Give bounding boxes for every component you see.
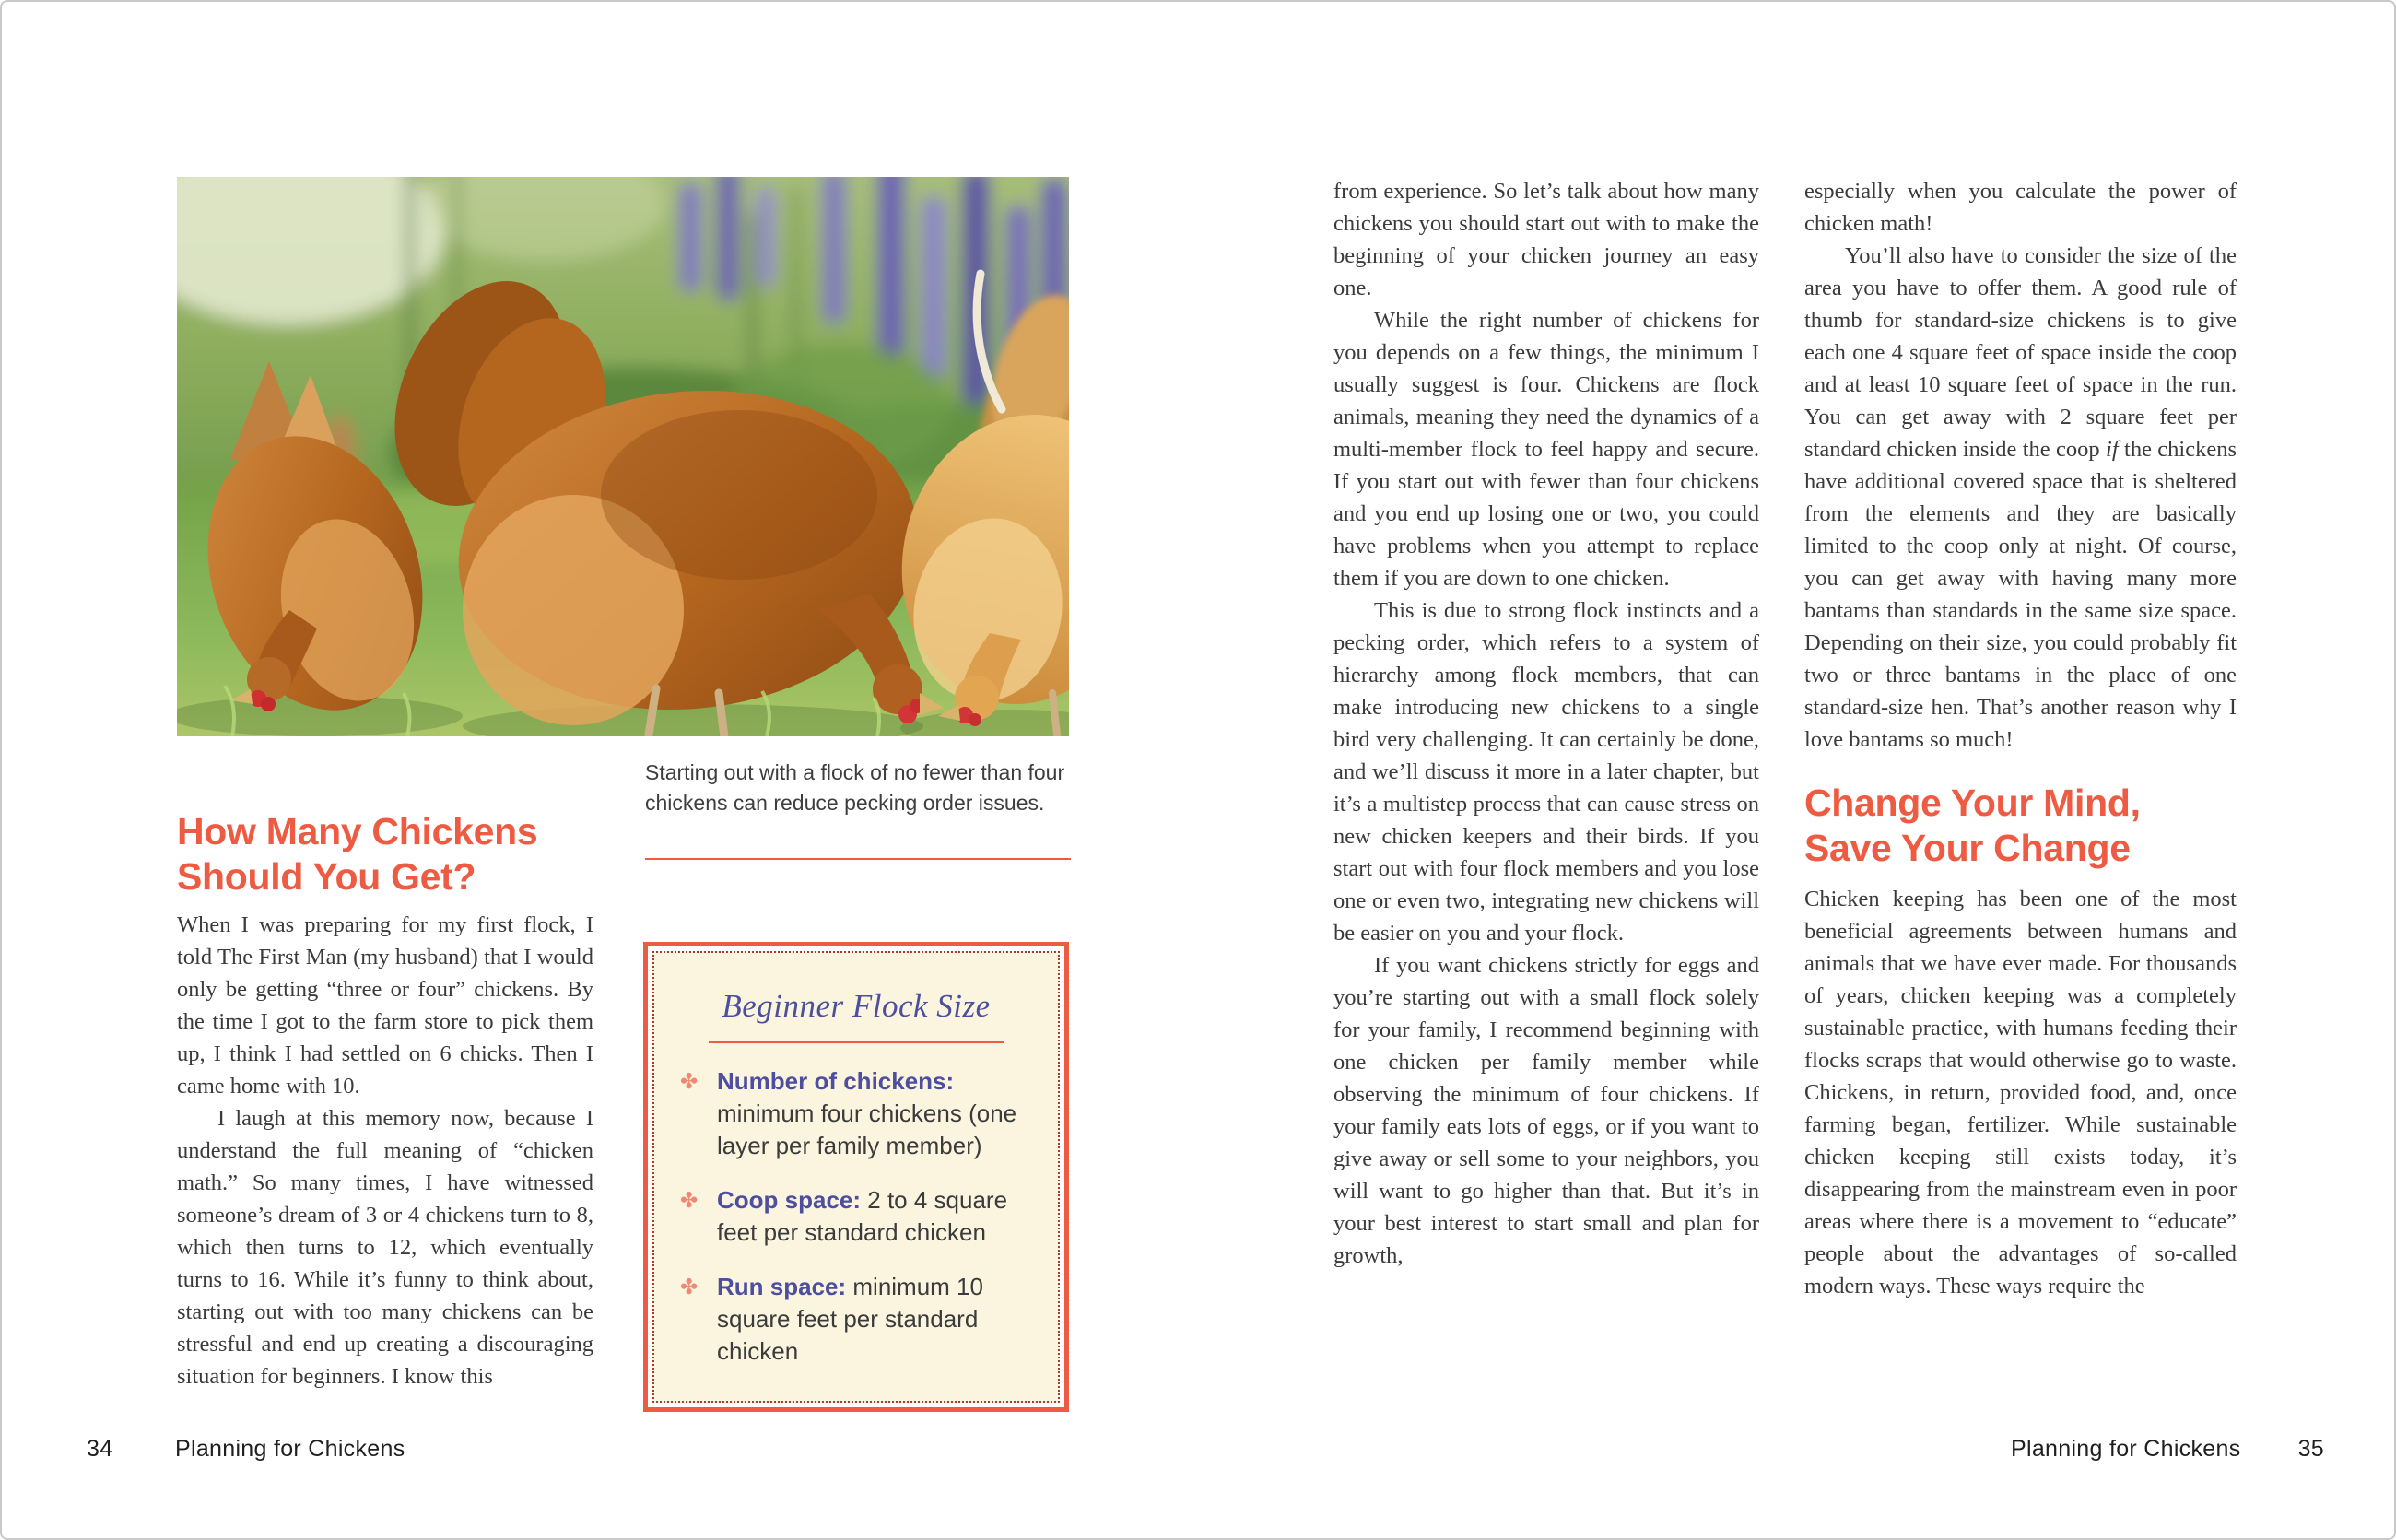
box-item-text: minimum four chickens (one layer per family member) (717, 1099, 1017, 1159)
box-title: Beginner Flock Size (722, 988, 991, 1024)
paragraph: When I was preparing for my first flock, I told The First Man (my husband) that I would only be getting “three or four” chickens. By the time I got to the farm store to pick them up, I think I had settled on 6 chicks. Then I came home with 10. (177, 912, 593, 1099)
right-page-column-1 (1333, 175, 1759, 1272)
box-item-text: 2 to 4 square feet per standard chicken (717, 1186, 1008, 1246)
box-item-text: minimum 10 square feet per standard chicken (717, 1273, 983, 1365)
paragraph: especially when you calculate the power of chicken math! (1804, 179, 2237, 236)
paragraph: Chicken keeping has been one of the most beneficial agreements between humans and animals that we have ever made. For thousands of years, chicken keeping was a completely sustainable practice, with humans feeding their flocks scraps that would otherwise go to waste. Chickens, in return, provided food, and, once farming began, fertilizer. While sustainable chicken keeping still exists today, it’s disappearing from the mainstream even in poor areas where there is a movement to “educate” people about the advantages of so-called modern ways. These ways require the (1804, 887, 2237, 1299)
paragraph: This is due to strong flock instincts and a pecking order, which refers to a system of hierarchy among flock members, that can make introducing new chickens to a single bird very challenging. It can certainly be done, and we’ll discuss it more in a later chapter, but it’s a multistep process that can cause stress on new chicken keepers and their birds. If you start out with four flock members and you lose one or even two, integrating new chickens will be easier on you and your flock. (1333, 598, 1759, 946)
chickens-photo (177, 177, 1069, 736)
paragraph: I laugh at this memory now, because I understand the full meaning of “chicken math.” So many times, I have witnessed someone’s dream of 3 or 4 chickens turn to 8, which then turns to 12, which eventually turns to 16. While it’s funny to think about, starting out with too many chickens can be stressful and end up creating a discouraging situation for beginners. I know this (177, 1106, 593, 1389)
italic-word: if (2106, 437, 2119, 462)
clover-bullet-icon: ✤ (680, 1070, 699, 1094)
section-heading-how-many-chickens: How Many Chickens Should You Get? (177, 810, 538, 898)
box-item-label: Coop space: (717, 1186, 862, 1214)
box-title-divider (709, 1041, 1004, 1043)
box-item-number-of-chickens (680, 1065, 1032, 1162)
page-number: 34 (87, 1436, 113, 1462)
clover-bullet-icon: ✤ (680, 1275, 699, 1299)
running-title: Planning for Chickens (2011, 1436, 2241, 1462)
box-item-label: Number of chickens: (717, 1067, 955, 1095)
right-page-footer (2011, 1436, 2324, 1463)
box-item-coop-space (680, 1184, 1032, 1249)
paragraph-text: You’ll also have to consider the size of the area you have to offer them. A good rule of thumb for standard-size chickens is to give each one 4 square feet of space inside the coop and at least 10 square feet of space in the run. You can get away with 2 square feet per standard chicken inside the coop (1804, 243, 2237, 462)
section-heading-change-your-mind: Change Your Mind, Save Your Change (1804, 782, 2141, 869)
running-title: Planning for Chickens (175, 1436, 405, 1462)
page-number: 35 (2297, 1436, 2324, 1462)
box-item-label: Run space: (717, 1273, 847, 1300)
right-page-column-2 (1804, 175, 2237, 1302)
beginner-flock-size-box (643, 942, 1069, 1412)
photo-caption: Starting out with a flock of no fewer than four chickens can reduce pecking order issues. (645, 760, 1065, 815)
paragraph: While the right number of chickens for you depends on a few things, the minimum I usually suggest is four. Chickens are flock animals, meaning they need the dynamics of a multi-member flock to feel happy and secure. If you start out with fewer than four chickens and you end up losing one or two, you could have problems when you attempt to replace them if you are down to one chicken. (1333, 308, 1759, 591)
paragraph: If you want chickens strictly for eggs and you’re starting out with a small flock solely for your family, I recommend beginning with one chicken per family member while observing the minimum of four chickens. If your family eats lots of eggs, or if you want to give away or sell some to your neighbors, you will want to go higher than that. But it’s in your best interest to start small and plan for growth, (1333, 953, 1759, 1268)
paragraph-text: the chickens have additional covered space that is sheltered from the elements and they are basically limited to the coop only at night. Of course, you can get away with having many more bantams than standards in the same size space. Depending on their size, you could probably fit two or three bantams in the place of one standard-size hen. That’s another reason why I love bantams so much! (1804, 437, 2237, 752)
box-item-run-space (680, 1271, 1032, 1368)
beginner-flock-size-box-inner (652, 951, 1060, 1403)
chickens-photo-illustration (177, 177, 1069, 736)
paragraph (1804, 240, 2237, 756)
left-page-text-column (177, 909, 593, 1393)
left-page-footer (87, 1436, 640, 1463)
clover-bullet-icon: ✤ (680, 1189, 699, 1213)
paragraph: from experience. So let’s talk about how many chickens you should start out with to make the beginning of your chicken journey an easy one. (1333, 179, 1759, 300)
caption-divider (645, 858, 1071, 860)
